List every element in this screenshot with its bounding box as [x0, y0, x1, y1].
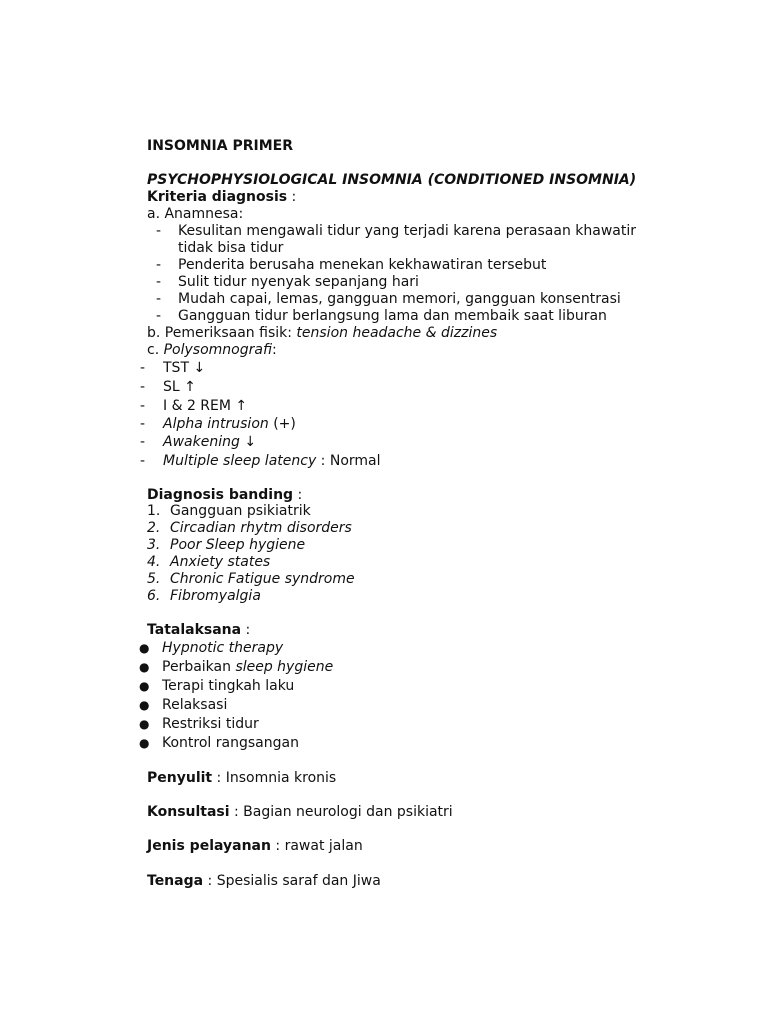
kriteria-heading-label: Kriteria diagnosis: [147, 189, 288, 205]
poly-item-text: Awakening: [163, 434, 240, 450]
anamnesa-item-continuation: tidak bisa tidur: [178, 240, 284, 256]
anamnesa-item: Gangguan tidur berlangsung lama dan membaik saat liburan: [178, 308, 607, 324]
jenis-pelayanan-value: : rawat jalan: [270, 838, 363, 854]
poly-item-extra: : Normal: [316, 453, 381, 469]
poly-item-awakening: [163, 434, 256, 451]
tatalaksana-item: Restriksi tidur: [162, 716, 259, 732]
poly-item-msl: [163, 453, 381, 470]
diagnosis-item: [147, 520, 352, 537]
diagnosis-item: [147, 588, 261, 605]
diagnosis-banding-label: Diagnosis banding: [147, 487, 294, 503]
list-dash: -: [156, 223, 162, 239]
polysomnografi-suffix: :: [272, 342, 277, 358]
item-text: Perbaikan: [162, 659, 236, 675]
anamnesa-label: a. Anamnesa:: [147, 206, 244, 222]
bullet-icon: ●: [139, 736, 150, 750]
poly-item-text: Multiple sleep latency: [163, 453, 317, 469]
poly-item-text: I & 2 REM: [163, 398, 231, 414]
jenis-pelayanan-label: Jenis pelayanan: [147, 838, 271, 854]
pemeriksaan-value: tension headache & dizzines: [296, 325, 498, 341]
tenaga-label: Tenaga: [147, 873, 204, 889]
polysomnografi-name: Polysomnografi: [163, 342, 272, 358]
item-text: Chronic Fatigue syndrome: [170, 571, 355, 587]
list-dash: -: [140, 416, 146, 432]
diagnosis-item: [147, 571, 355, 588]
bullet-icon: ●: [139, 698, 150, 712]
diagnosis-item: [147, 537, 306, 554]
penyulit-value: : Insomnia kronis: [212, 770, 337, 786]
anamnesa-item: Kesulitan mengawali tidur yang terjadi karena perasaan khawatir: [178, 223, 636, 239]
item-text: Fibromyalgia: [170, 588, 261, 604]
poly-item-extra: (+): [268, 416, 296, 432]
tenaga-line: [147, 873, 381, 890]
poly-item-tst: [163, 360, 205, 377]
konsultasi-value: : Bagian neurologi dan psikiatri: [229, 804, 453, 820]
document-title: INSOMNIA PRIMER: [147, 138, 294, 154]
bullet-icon: ●: [139, 679, 150, 693]
poly-item-text: Alpha intrusion: [163, 416, 269, 432]
list-dash: -: [156, 274, 162, 290]
item-text-italic: sleep hygiene: [235, 659, 334, 675]
list-dash: -: [156, 257, 162, 273]
polysomnografi-label: [147, 342, 277, 359]
item-number: 6.: [147, 588, 161, 604]
kriteria-heading-colon: :: [287, 189, 297, 205]
tatalaksana-item: Kontrol rangsangan: [162, 735, 299, 751]
item-text: Gangguan psikiatrik: [170, 503, 311, 519]
anamnesa-item: Penderita berusaha menekan kekhawatiran tersebut: [178, 257, 547, 273]
list-dash: -: [140, 434, 146, 450]
poly-item-sl: [163, 379, 196, 396]
item-number: 4.: [147, 554, 161, 570]
document-subtitle: PSYCHOPHYSIOLOGICAL INSOMNIA (CONDITIONED INSOMNIA): [147, 172, 637, 188]
item-number: 2.: [147, 520, 161, 536]
poly-item-alpha: [163, 416, 296, 433]
tatalaksana-heading: [147, 622, 250, 639]
penyulit-line: [147, 770, 336, 787]
bullet-icon: ●: [139, 717, 150, 731]
tatalaksana-label: Tatalaksana: [147, 622, 242, 638]
jenis-pelayanan-line: [147, 838, 363, 855]
list-dash: -: [140, 379, 146, 395]
list-dash: -: [140, 453, 146, 469]
tenaga-value: : Spesialis saraf dan Jiwa: [203, 873, 381, 889]
list-dash: -: [156, 291, 162, 307]
polysomnografi-prefix: c.: [147, 342, 164, 358]
item-number: 1.: [147, 503, 161, 519]
poly-item-rem: [163, 398, 247, 415]
diagnosis-item: [147, 554, 271, 571]
tatalaksana-item: Terapi tingkah laku: [162, 678, 295, 694]
kriteria-heading: [147, 189, 296, 206]
item-text: Anxiety states: [170, 554, 271, 570]
list-dash: -: [140, 360, 146, 376]
arrow-down-icon: ↓: [193, 360, 206, 376]
item-text: Poor Sleep hygiene: [170, 537, 306, 553]
pemeriksaan-fisik: [147, 325, 497, 342]
bullet-icon: ●: [139, 660, 150, 674]
arrow-up-icon: ↑: [184, 379, 196, 395]
arrow-down-icon: ↓: [244, 434, 257, 450]
poly-item-text: TST: [163, 360, 189, 376]
list-dash: -: [156, 308, 162, 324]
anamnesa-item: Mudah capai, lemas, gangguan memori, gangguan konsentrasi: [178, 291, 621, 307]
tatalaksana-item: [162, 659, 333, 676]
tatalaksana-colon: :: [241, 622, 251, 638]
diagnosis-banding-colon: :: [293, 487, 303, 503]
tatalaksana-item: Relaksasi: [162, 697, 228, 713]
list-dash: -: [140, 398, 146, 414]
diagnosis-item: [147, 503, 311, 520]
tatalaksana-item: Hypnotic therapy: [162, 640, 284, 656]
penyulit-label: Penyulit: [147, 770, 213, 786]
konsultasi-line: [147, 804, 453, 821]
poly-item-text: SL: [163, 379, 180, 395]
item-text: Circadian rhytm disorders: [170, 520, 352, 536]
konsultasi-label: Konsultasi: [147, 804, 230, 820]
arrow-up-icon: ↑: [235, 398, 248, 414]
item-number: 5.: [147, 571, 161, 587]
pemeriksaan-label: b. Pemeriksaan fisik:: [147, 325, 297, 341]
diagnosis-banding-heading: [147, 487, 302, 504]
item-number: 3.: [147, 537, 161, 553]
anamnesa-item: Sulit tidur nyenyak sepanjang hari: [178, 274, 419, 290]
bullet-icon: ●: [139, 641, 150, 655]
